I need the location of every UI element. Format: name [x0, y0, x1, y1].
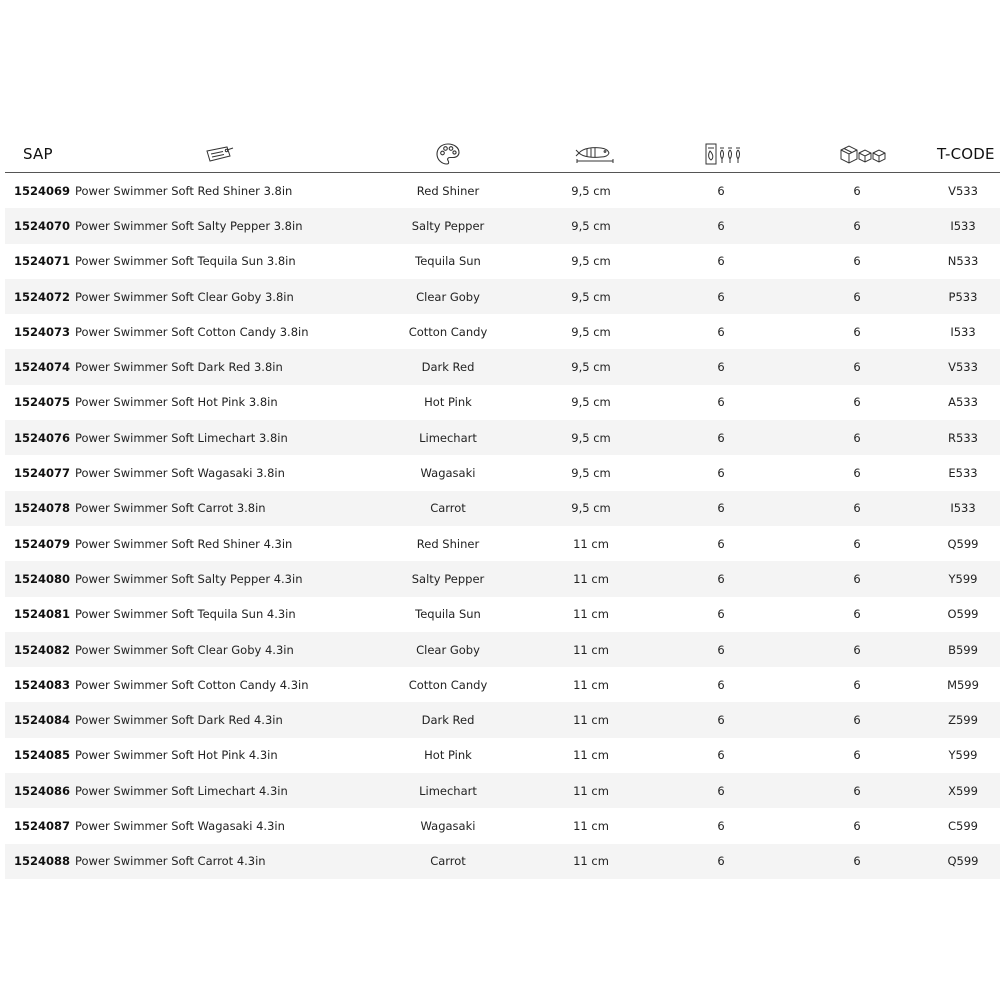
sap-cell: 1524084	[14, 713, 71, 728]
pieces-cell: 6	[717, 395, 725, 410]
packs-cell: 6	[853, 783, 861, 798]
table-row	[5, 526, 1000, 561]
product-table	[5, 136, 1000, 879]
packs-cell: 6	[853, 395, 861, 410]
sap-cell: 1524072	[14, 289, 71, 304]
table-row	[5, 455, 1000, 490]
price-tag-icon	[203, 136, 237, 172]
table-body	[5, 173, 1000, 879]
length-cell: 9,5 cm	[571, 324, 611, 339]
table-row	[5, 597, 1000, 632]
description-cell: Power Swimmer Soft Hot Pink 4.3in	[75, 748, 278, 763]
packs-cell: 6	[853, 854, 861, 869]
sap-cell: 1524083	[14, 677, 71, 692]
packs-cell: 6	[853, 536, 861, 551]
pieces-per-pack-icon	[703, 136, 749, 172]
packs-per-box-icon	[838, 136, 888, 172]
color-cell: Carrot	[430, 854, 466, 869]
table-row	[5, 561, 1000, 596]
pieces-cell: 6	[717, 854, 725, 869]
pieces-cell: 6	[717, 642, 725, 657]
sap-cell: 1524073	[14, 324, 71, 339]
tcode-cell: V533	[948, 183, 978, 198]
packs-cell: 6	[853, 677, 861, 692]
packs-cell: 6	[853, 571, 861, 586]
pieces-cell: 6	[717, 677, 725, 692]
packs-cell: 6	[853, 501, 861, 516]
packs-cell: 6	[853, 748, 861, 763]
tcode-cell: Z599	[948, 713, 978, 728]
tcode-cell: Q599	[947, 854, 979, 869]
length-cell: 11 cm	[573, 783, 609, 798]
description-cell: Power Swimmer Soft Red Shiner 4.3in	[75, 536, 293, 551]
tcode-cell: N533	[947, 254, 979, 269]
pieces-cell: 6	[717, 783, 725, 798]
length-cell: 9,5 cm	[571, 501, 611, 516]
description-cell: Power Swimmer Soft Wagasaki 3.8in	[75, 466, 285, 481]
table-row	[5, 808, 1000, 843]
length-cell: 9,5 cm	[571, 360, 611, 375]
pieces-cell: 6	[717, 713, 725, 728]
tcode-cell: M599	[947, 677, 979, 692]
table-row	[5, 738, 1000, 773]
color-cell: Wagasaki	[420, 818, 476, 833]
packs-cell: 6	[853, 360, 861, 375]
table-row	[5, 385, 1000, 420]
color-cell: Dark Red	[421, 713, 475, 728]
description-cell: Power Swimmer Soft Salty Pepper 3.8in	[75, 218, 303, 233]
description-cell: Power Swimmer Soft Tequila Sun 3.8in	[75, 254, 296, 269]
palette-icon	[433, 136, 463, 172]
packs-cell: 6	[853, 324, 861, 339]
sap-cell: 1524075	[14, 395, 71, 410]
length-cell: 9,5 cm	[571, 430, 611, 445]
length-cell: 11 cm	[573, 571, 609, 586]
header-tcode-label: T-CODE	[937, 145, 995, 163]
tcode-cell: B599	[948, 642, 978, 657]
tcode-cell: V533	[948, 360, 978, 375]
length-cell: 11 cm	[573, 642, 609, 657]
packs-cell: 6	[853, 642, 861, 657]
sap-cell: 1524074	[14, 360, 71, 375]
color-cell: Tequila Sun	[415, 607, 481, 622]
tcode-cell: Y599	[948, 571, 978, 586]
tcode-cell: Y599	[948, 748, 978, 763]
table-row	[5, 349, 1000, 384]
color-cell: Wagasaki	[420, 466, 476, 481]
color-cell: Cotton Candy	[408, 677, 488, 692]
length-cell: 11 cm	[573, 818, 609, 833]
packs-cell: 6	[853, 289, 861, 304]
color-cell: Red Shiner	[416, 536, 480, 551]
table-header	[5, 136, 1000, 173]
length-cell: 9,5 cm	[571, 289, 611, 304]
color-cell: Salty Pepper	[411, 218, 485, 233]
description-cell: Power Swimmer Soft Cotton Candy 3.8in	[75, 324, 309, 339]
pieces-cell: 6	[717, 536, 725, 551]
table-row	[5, 773, 1000, 808]
packs-cell: 6	[853, 466, 861, 481]
description-cell: Power Swimmer Soft Dark Red 4.3in	[75, 713, 283, 728]
description-cell: Power Swimmer Soft Hot Pink 3.8in	[75, 395, 278, 410]
pieces-cell: 6	[717, 218, 725, 233]
description-cell: Power Swimmer Soft Tequila Sun 4.3in	[75, 607, 296, 622]
tcode-cell: O599	[947, 607, 979, 622]
color-cell: Tequila Sun	[415, 254, 481, 269]
sap-cell: 1524085	[14, 748, 71, 763]
packs-cell: 6	[853, 713, 861, 728]
pieces-cell: 6	[717, 748, 725, 763]
color-cell: Hot Pink	[424, 748, 472, 763]
sap-cell: 1524080	[14, 571, 71, 586]
tcode-cell: X599	[948, 783, 978, 798]
tcode-cell: Q599	[947, 536, 979, 551]
packs-cell: 6	[853, 183, 861, 198]
sap-cell: 1524079	[14, 536, 71, 551]
tcode-cell: P533	[948, 289, 978, 304]
packs-cell: 6	[853, 818, 861, 833]
tcode-cell: R533	[948, 430, 978, 445]
tcode-cell: E533	[948, 466, 978, 481]
description-cell: Power Swimmer Soft Limechart 4.3in	[75, 783, 288, 798]
sap-cell: 1524071	[14, 254, 71, 269]
table-row	[5, 632, 1000, 667]
description-cell: Power Swimmer Soft Clear Goby 3.8in	[75, 289, 294, 304]
tcode-cell: I533	[950, 324, 976, 339]
description-cell: Power Swimmer Soft Carrot 3.8in	[75, 501, 266, 516]
sap-cell: 1524077	[14, 466, 71, 481]
tcode-cell: C599	[948, 818, 978, 833]
length-cell: 9,5 cm	[571, 395, 611, 410]
pieces-cell: 6	[717, 466, 725, 481]
color-cell: Limechart	[419, 783, 477, 798]
length-cell: 11 cm	[573, 748, 609, 763]
color-cell: Dark Red	[421, 360, 475, 375]
color-cell: Limechart	[419, 430, 477, 445]
length-cell: 11 cm	[573, 713, 609, 728]
pieces-cell: 6	[717, 818, 725, 833]
color-cell: Red Shiner	[416, 183, 480, 198]
pieces-cell: 6	[717, 501, 725, 516]
header-sap	[23, 136, 53, 172]
length-cell: 9,5 cm	[571, 254, 611, 269]
pieces-cell: 6	[717, 360, 725, 375]
length-cell: 11 cm	[573, 607, 609, 622]
table-row	[5, 667, 1000, 702]
description-cell: Power Swimmer Soft Cotton Candy 4.3in	[75, 677, 309, 692]
color-cell: Cotton Candy	[408, 324, 488, 339]
description-cell: Power Swimmer Soft Clear Goby 4.3in	[75, 642, 294, 657]
table-row	[5, 491, 1000, 526]
sap-cell: 1524081	[14, 607, 71, 622]
header-sap-label: SAP	[23, 145, 53, 163]
tcode-cell: I533	[950, 501, 976, 516]
packs-cell: 6	[853, 218, 861, 233]
sap-cell: 1524076	[14, 430, 71, 445]
sap-cell: 1524069	[14, 183, 71, 198]
color-cell: Hot Pink	[424, 395, 472, 410]
table-row	[5, 844, 1000, 879]
pieces-cell: 6	[717, 607, 725, 622]
table-row	[5, 314, 1000, 349]
color-cell: Clear Goby	[416, 642, 480, 657]
table-row	[5, 173, 1000, 208]
table-row	[5, 244, 1000, 279]
sap-cell: 1524086	[14, 783, 71, 798]
pieces-cell: 6	[717, 183, 725, 198]
length-cell: 9,5 cm	[571, 466, 611, 481]
table-row	[5, 208, 1000, 243]
length-cell: 9,5 cm	[571, 183, 611, 198]
description-cell: Power Swimmer Soft Dark Red 3.8in	[75, 360, 283, 375]
tcode-cell: A533	[948, 395, 978, 410]
pieces-cell: 6	[717, 254, 725, 269]
table-row	[5, 420, 1000, 455]
sap-cell: 1524070	[14, 218, 71, 233]
description-cell: Power Swimmer Soft Salty Pepper 4.3in	[75, 571, 303, 586]
table-row	[5, 702, 1000, 737]
packs-cell: 6	[853, 607, 861, 622]
description-cell: Power Swimmer Soft Red Shiner 3.8in	[75, 183, 293, 198]
description-cell: Power Swimmer Soft Limechart 3.8in	[75, 430, 288, 445]
length-cell: 11 cm	[573, 677, 609, 692]
description-cell: Power Swimmer Soft Carrot 4.3in	[75, 854, 266, 869]
tcode-cell: I533	[950, 218, 976, 233]
description-cell: Power Swimmer Soft Wagasaki 4.3in	[75, 818, 285, 833]
packs-cell: 6	[853, 430, 861, 445]
lure-length-icon	[573, 136, 617, 172]
packs-cell: 6	[853, 254, 861, 269]
color-cell: Clear Goby	[416, 289, 480, 304]
sap-cell: 1524088	[14, 854, 71, 869]
sap-cell: 1524082	[14, 642, 71, 657]
sap-cell: 1524078	[14, 501, 71, 516]
length-cell: 11 cm	[573, 854, 609, 869]
table-row	[5, 279, 1000, 314]
color-cell: Salty Pepper	[411, 571, 485, 586]
pieces-cell: 6	[717, 324, 725, 339]
pieces-cell: 6	[717, 430, 725, 445]
length-cell: 11 cm	[573, 536, 609, 551]
pieces-cell: 6	[717, 289, 725, 304]
length-cell: 9,5 cm	[571, 218, 611, 233]
header-tcode	[937, 136, 995, 172]
pieces-cell: 6	[717, 571, 725, 586]
color-cell: Carrot	[430, 501, 466, 516]
sap-cell: 1524087	[14, 818, 71, 833]
